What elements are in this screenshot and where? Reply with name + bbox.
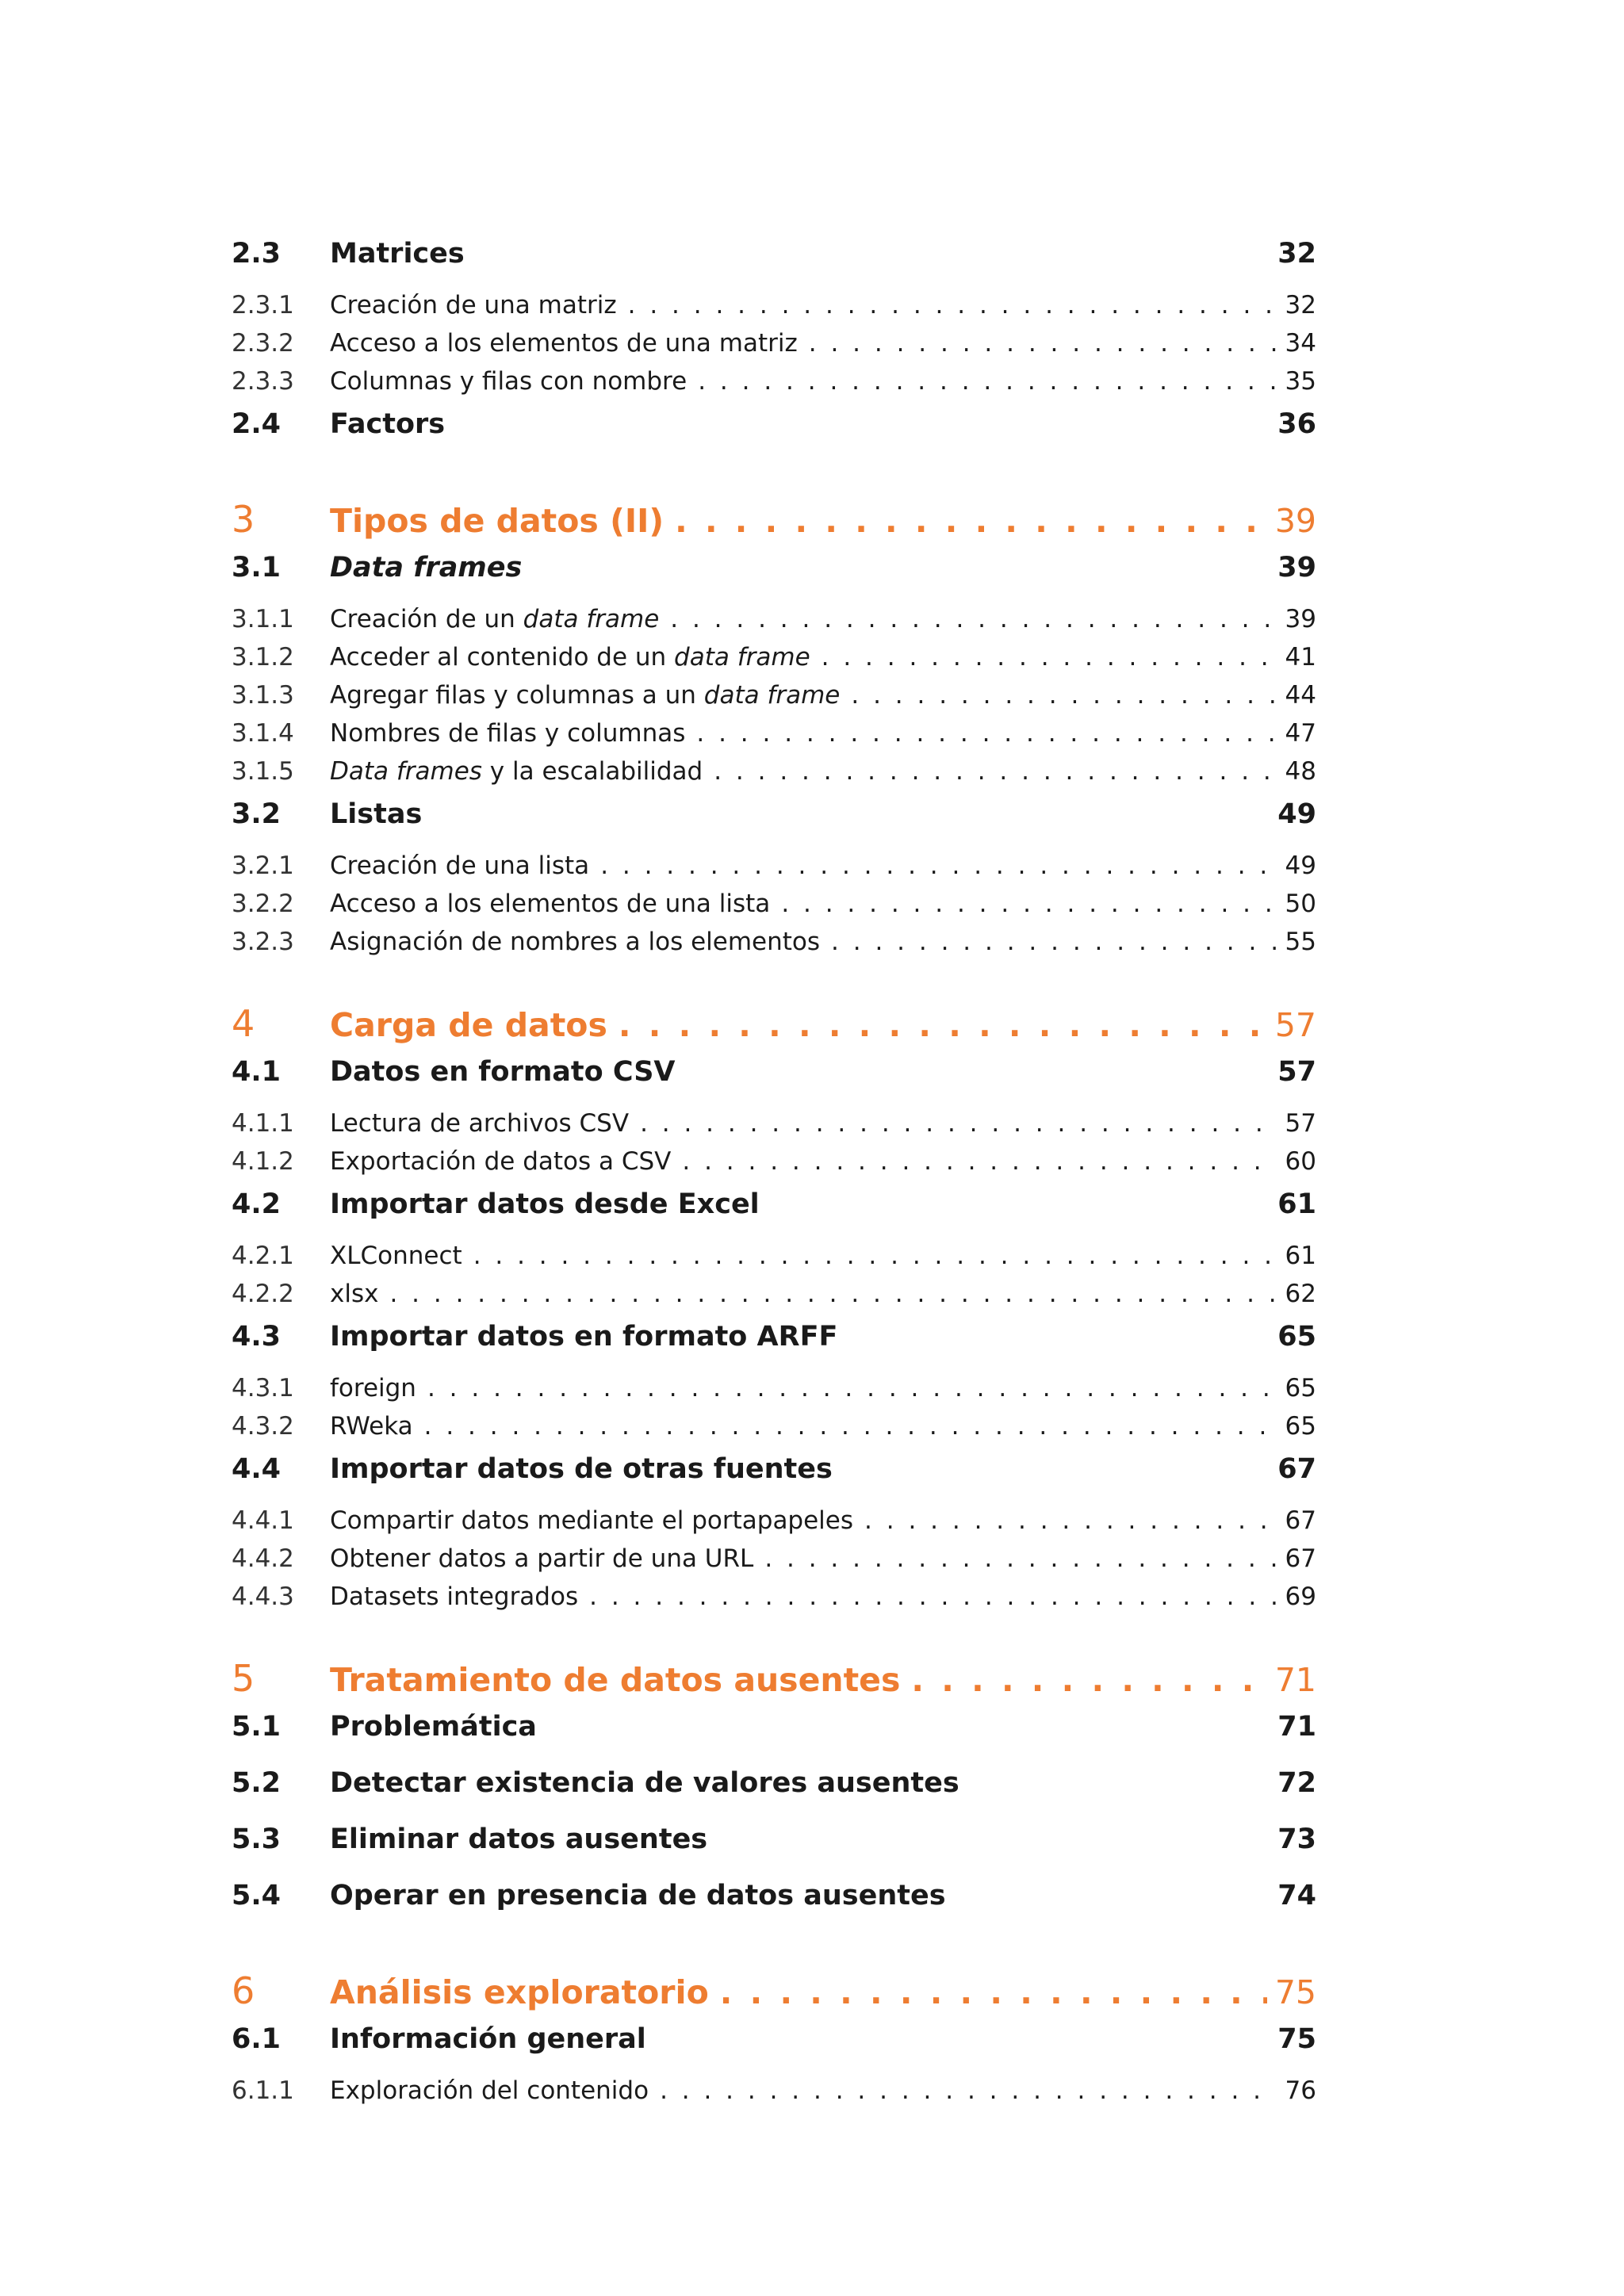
- toc-number: 4.4.1: [232, 1506, 294, 1535]
- toc-subsection-entry[interactable]: [232, 1147, 1316, 1185]
- toc-title: Eliminar datos ausentes: [330, 1823, 708, 1855]
- dot-leader: [696, 719, 1277, 748]
- toc-page-number: 49: [1277, 798, 1316, 830]
- toc-number: 4.4: [232, 1453, 282, 1485]
- toc-page-number: 50: [1285, 890, 1316, 918]
- toc-page-number: 65: [1285, 1412, 1316, 1441]
- toc-page-number: 39: [1277, 552, 1316, 584]
- toc-title: Operar en presencia de datos ausentes: [330, 1880, 946, 1911]
- toc-title: Importar datos desde Excel: [330, 1188, 760, 1220]
- toc-number: 5: [232, 1657, 255, 1700]
- dot-leader: [809, 329, 1277, 358]
- toc-section-entry[interactable]: [232, 235, 1316, 291]
- toc-number: 3.1.3: [232, 681, 294, 710]
- toc-number: 4.1: [232, 1056, 282, 1088]
- toc-subsection-entry[interactable]: [232, 1280, 1316, 1318]
- toc-section-entry[interactable]: [232, 795, 1316, 851]
- toc-number: 4.2.1: [232, 1242, 294, 1270]
- toc-page-number: 57: [1277, 1056, 1316, 1088]
- dot-leader: [822, 643, 1277, 672]
- toc-section-entry[interactable]: [232, 1185, 1316, 1242]
- toc-section-entry[interactable]: [232, 2020, 1316, 2076]
- toc-page-number: 49: [1285, 851, 1316, 880]
- toc-number: 6.1: [232, 2023, 282, 2055]
- toc-page-number: 34: [1285, 329, 1316, 358]
- toc-number: 6: [232, 1969, 255, 2012]
- toc-title: Data frames y la escalabilidad: [330, 757, 703, 786]
- toc-section-entry[interactable]: [232, 1318, 1316, 1374]
- toc-number: 5.4: [232, 1880, 282, 1911]
- toc-title: Obtener datos a partir de una URL: [330, 1544, 754, 1573]
- toc-section-entry[interactable]: [232, 1877, 1316, 1933]
- toc-number: 2.4: [232, 408, 282, 440]
- toc-page-number: 71: [1277, 1711, 1316, 1743]
- toc-page-number: 74: [1277, 1880, 1316, 1911]
- toc-page-number: 44: [1285, 681, 1316, 710]
- toc-number: 3.1.5: [232, 757, 294, 786]
- toc-section-entry[interactable]: [232, 549, 1316, 605]
- toc-section-entry[interactable]: [232, 1053, 1316, 1109]
- toc-title: Datasets integrados: [330, 1582, 579, 1611]
- toc-title: Exportación de datos a CSV: [330, 1147, 672, 1176]
- toc-number: 2.3.3: [232, 367, 294, 396]
- dot-leader: [389, 1280, 1277, 1308]
- toc-title: RWeka: [330, 1412, 413, 1441]
- toc-page-number: 69: [1285, 1582, 1316, 1611]
- toc-number: 2.3: [232, 238, 282, 270]
- toc-title: Creación de un data frame: [330, 605, 660, 633]
- toc-number: 2.3.1: [232, 291, 294, 320]
- toc-subsection-entry[interactable]: [232, 367, 1316, 405]
- dot-leader: [698, 367, 1277, 396]
- toc-number: 4.4.2: [232, 1544, 294, 1573]
- toc-page-number: 39: [1274, 502, 1316, 540]
- toc-subsection-entry[interactable]: [232, 757, 1316, 795]
- dot-leader: [589, 1582, 1277, 1611]
- toc-subsection-entry[interactable]: [232, 643, 1316, 681]
- toc-page-number: 75: [1277, 2023, 1316, 2055]
- toc-section-entry[interactable]: [232, 405, 1316, 461]
- toc-title: Análisis exploratorio: [330, 1973, 709, 2011]
- toc-page-number: 39: [1285, 605, 1316, 633]
- dot-leader: [640, 1109, 1277, 1138]
- toc-page-number: 57: [1274, 1006, 1316, 1044]
- dot-leader: [619, 1006, 1267, 1044]
- toc-number: 4.2: [232, 1188, 282, 1220]
- toc-title: xlsx: [330, 1280, 379, 1308]
- toc-title: Acceso a los elementos de una matriz: [330, 329, 798, 358]
- toc-number: 3.2.1: [232, 851, 294, 880]
- toc-chapter-entry[interactable]: [232, 1002, 1316, 1053]
- toc-subsection-entry[interactable]: [232, 890, 1316, 928]
- toc-page-number: 60: [1285, 1147, 1316, 1176]
- toc-number: 4: [232, 1002, 255, 1045]
- toc-number: 6.1.1: [232, 2076, 294, 2105]
- toc-title: Matrices: [330, 238, 465, 270]
- dot-leader: [660, 2076, 1277, 2105]
- toc-title: foreign: [330, 1374, 416, 1402]
- toc-subsection-entry[interactable]: [232, 1544, 1316, 1582]
- toc-chapter-entry[interactable]: [232, 1969, 1316, 2020]
- toc-subsection-entry[interactable]: [232, 928, 1316, 966]
- toc-title: Datos en formato CSV: [330, 1056, 676, 1088]
- toc-subsection-entry[interactable]: [232, 291, 1316, 329]
- toc-section-entry[interactable]: [232, 1708, 1316, 1764]
- toc-subsection-entry[interactable]: [232, 719, 1316, 757]
- toc-number: 2.3.2: [232, 329, 294, 358]
- toc-page-number: 32: [1277, 238, 1316, 270]
- toc-title: Listas: [330, 798, 423, 830]
- toc-title: Creación de una lista: [330, 851, 590, 880]
- toc-title: Acceder al contenido de un data frame: [330, 643, 810, 672]
- toc-title: Agregar filas y columnas a un data frame: [330, 681, 841, 710]
- toc-page-number: 65: [1277, 1321, 1316, 1353]
- toc-page-number: 61: [1277, 1188, 1316, 1220]
- toc-page-number: 48: [1285, 757, 1316, 786]
- dot-leader: [628, 291, 1277, 320]
- toc-section-entry[interactable]: [232, 1450, 1316, 1506]
- toc-number: 3.1.2: [232, 643, 294, 672]
- toc-title: Problemática: [330, 1711, 537, 1743]
- toc-subsection-entry[interactable]: [232, 2076, 1316, 2114]
- toc-title: Asignación de nombres a los elementos: [330, 928, 821, 956]
- toc-subsection-entry[interactable]: [232, 1582, 1316, 1621]
- toc-page-number: 75: [1274, 1973, 1316, 2011]
- toc-title: Nombres de filas y columnas: [330, 719, 686, 748]
- dot-leader: [851, 681, 1277, 710]
- toc-number: 4.3.2: [232, 1412, 294, 1441]
- toc-subsection-entry[interactable]: [232, 1412, 1316, 1450]
- dot-leader: [670, 605, 1277, 633]
- toc-page-number: 55: [1285, 928, 1316, 956]
- dot-leader: [781, 890, 1277, 918]
- toc-title: Acceso a los elementos de una lista: [330, 890, 771, 918]
- dot-leader: [427, 1374, 1277, 1402]
- toc-number: 4.4.3: [232, 1582, 294, 1611]
- toc-chapter-entry[interactable]: [232, 1657, 1316, 1708]
- dot-leader: [764, 1544, 1277, 1573]
- toc-page-number: 67: [1277, 1453, 1316, 1485]
- toc-number: 3.1.4: [232, 719, 294, 748]
- toc-number: 3: [232, 498, 255, 541]
- toc-title: Tratamiento de datos ausentes: [330, 1661, 901, 1699]
- dot-leader: [714, 757, 1277, 786]
- toc-page-number: 57: [1285, 1109, 1316, 1138]
- toc-number: 3.1.1: [232, 605, 294, 633]
- toc-title: Detectar existencia de valores ausentes: [330, 1767, 959, 1799]
- toc-page-number: 62: [1285, 1280, 1316, 1308]
- toc-number: 4.1.1: [232, 1109, 294, 1138]
- toc-number: 3.2: [232, 798, 282, 830]
- toc-subsection-entry[interactable]: [232, 851, 1316, 890]
- toc-title: Creación de una matriz: [330, 291, 617, 320]
- toc-title: Información general: [330, 2023, 646, 2055]
- toc-title: Data frames: [330, 552, 523, 584]
- toc-page-number: 76: [1285, 2076, 1316, 2105]
- toc-subsection-entry[interactable]: [232, 1109, 1316, 1147]
- toc-page-number: 73: [1277, 1823, 1316, 1855]
- toc-number: 3.2.2: [232, 890, 294, 918]
- toc-section-entry[interactable]: [232, 1820, 1316, 1877]
- toc-page-number: 35: [1285, 367, 1316, 396]
- dot-leader: [911, 1661, 1266, 1699]
- toc-subsection-entry[interactable]: [232, 329, 1316, 367]
- toc-title: Columnas y filas con nombre: [330, 367, 688, 396]
- toc-page-number: 32: [1285, 291, 1316, 320]
- toc-page-number: 67: [1285, 1544, 1316, 1573]
- toc-chapter-entry[interactable]: [232, 498, 1316, 549]
- toc-title: Carga de datos: [330, 1006, 607, 1044]
- toc-number: 4.2.2: [232, 1280, 294, 1308]
- toc-title: Lectura de archivos CSV: [330, 1109, 630, 1138]
- toc-page-number: 72: [1277, 1767, 1316, 1799]
- toc-page-number: 67: [1285, 1506, 1316, 1535]
- toc-title: Importar datos en formato ARFF: [330, 1321, 838, 1353]
- dot-leader: [682, 1147, 1277, 1176]
- toc-number: 4.3.1: [232, 1374, 294, 1402]
- toc-number: 4.1.2: [232, 1147, 294, 1176]
- toc-subsection-entry[interactable]: [232, 1374, 1316, 1412]
- dot-leader: [675, 502, 1267, 540]
- dot-leader: [424, 1412, 1277, 1441]
- dot-leader: [600, 851, 1277, 880]
- toc-page-number: 41: [1285, 643, 1316, 672]
- toc-number: 3.2.3: [232, 928, 294, 956]
- toc-title: Exploración del contenido: [330, 2076, 649, 2105]
- dot-leader: [864, 1506, 1277, 1535]
- toc-number: 3.1: [232, 552, 282, 584]
- toc-title: Compartir datos mediante el portapapeles: [330, 1506, 854, 1535]
- dot-leader: [473, 1242, 1277, 1270]
- dot-leader: [831, 928, 1277, 956]
- toc-number: 5.2: [232, 1767, 282, 1799]
- toc-title: XLConnect: [330, 1242, 462, 1270]
- toc-subsection-entry[interactable]: [232, 605, 1316, 643]
- toc-subsection-entry[interactable]: [232, 681, 1316, 719]
- toc-page-number: 47: [1285, 719, 1316, 748]
- toc-section-entry[interactable]: [232, 1764, 1316, 1820]
- dot-leader: [720, 1973, 1267, 2011]
- toc-subsection-entry[interactable]: [232, 1242, 1316, 1280]
- toc-title: Tipos de datos (II): [330, 502, 665, 540]
- toc-page-number: 36: [1277, 408, 1316, 440]
- toc-subsection-entry[interactable]: [232, 1506, 1316, 1544]
- toc-title: Factors: [330, 408, 446, 440]
- toc-number: 5.1: [232, 1711, 282, 1743]
- toc-page-number: 61: [1285, 1242, 1316, 1270]
- toc-number: 4.3: [232, 1321, 282, 1353]
- toc-page-number: 65: [1285, 1374, 1316, 1402]
- toc-title: Importar datos de otras fuentes: [330, 1453, 833, 1485]
- table-of-contents: [232, 235, 1316, 2114]
- toc-page-number: 71: [1274, 1661, 1316, 1699]
- toc-number: 5.3: [232, 1823, 282, 1855]
